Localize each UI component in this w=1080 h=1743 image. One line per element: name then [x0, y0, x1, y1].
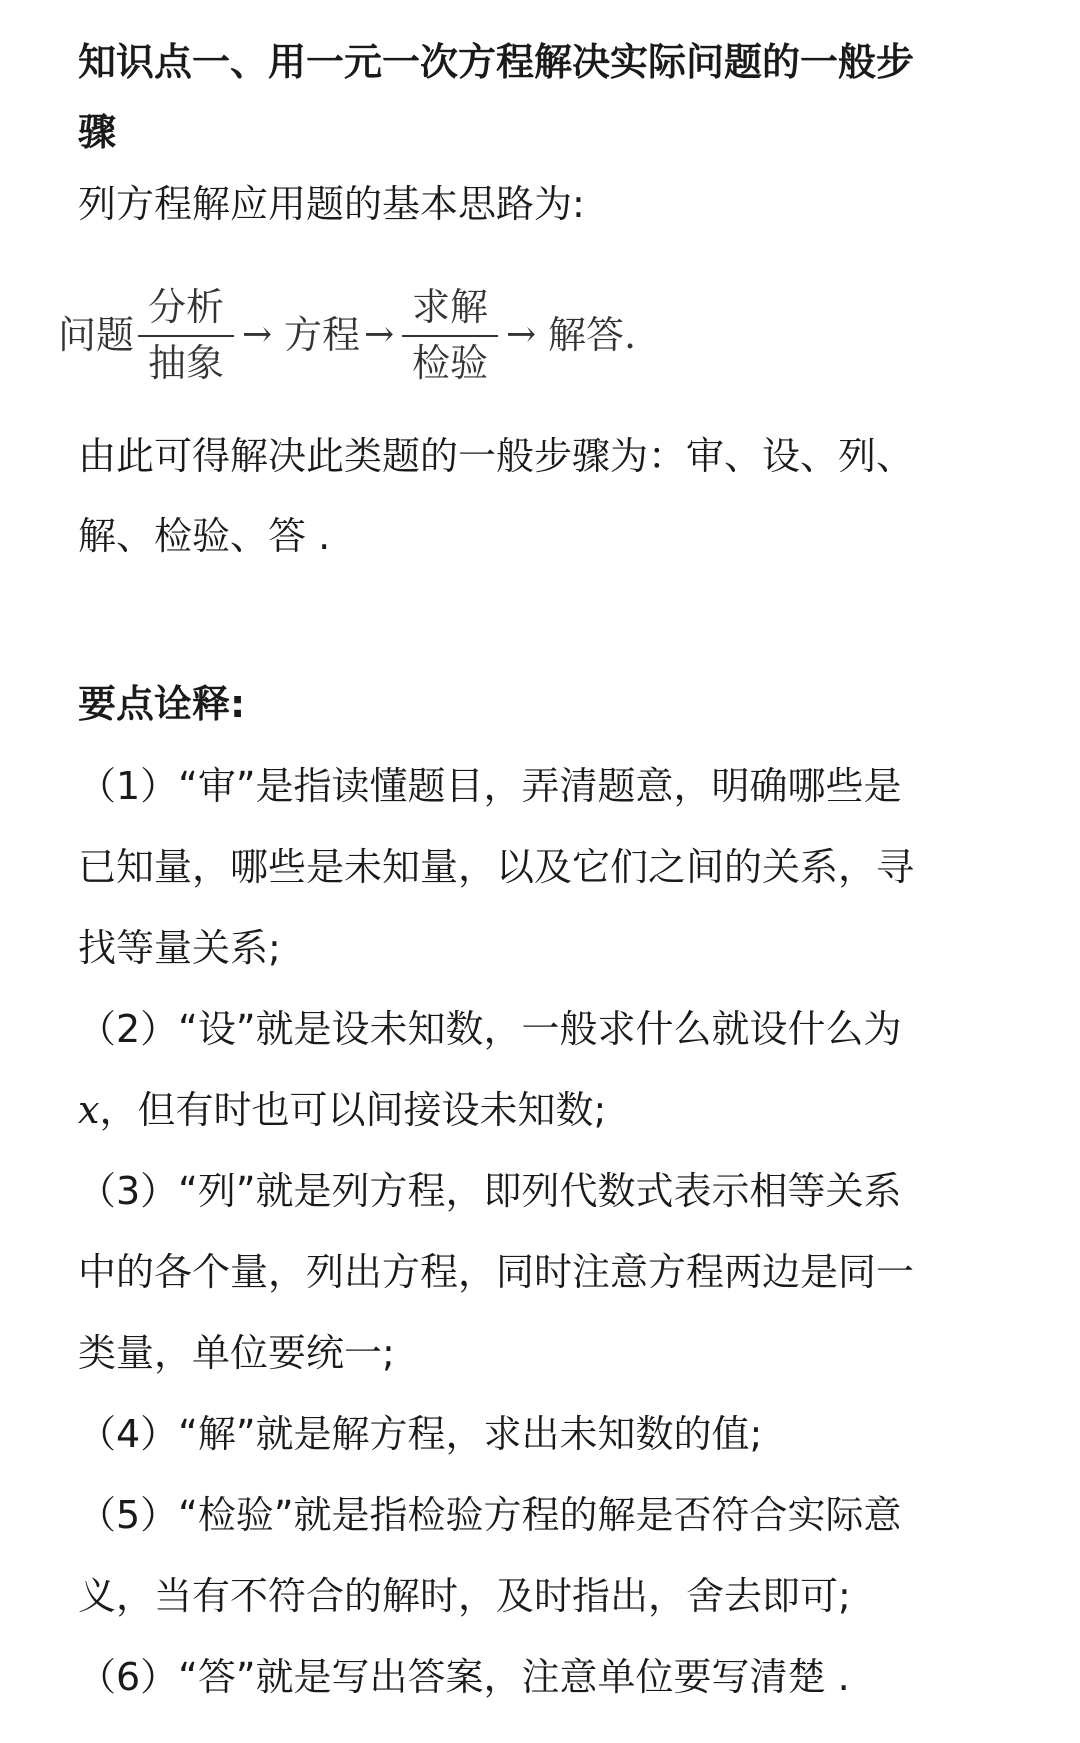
fraction-bar [138, 335, 234, 337]
summary-line-1: 由此可得解决此类题的一般步骤为：审、设、列、 [78, 434, 915, 478]
point-3-line-2: 中的各个量，列出方程，同时注意方程两边是同一 [78, 1250, 915, 1294]
fraction-denominator: 抽象 [147, 341, 224, 385]
point-1-line-3: 找等量关系; [78, 926, 281, 970]
section-heading-line-1: 知识点一、用一元一次方程解决实际问题的一般步 [78, 40, 915, 84]
point-5-line-2: 义，当有不符合的解时，及时指出，舍去即可; [78, 1574, 851, 1618]
key-points-title: 要点诠释: [78, 682, 246, 726]
right-arrow-icon: → [506, 314, 537, 355]
fraction-numerator: 分析 [147, 285, 224, 329]
intro-text: 列方程解应用题的基本思路为: [78, 182, 585, 226]
fraction-numerator: 求解 [411, 285, 488, 329]
point-2-line-2-text: ，但有时也可以间接设未知数; [99, 1088, 607, 1132]
right-arrow-icon: → [242, 314, 273, 355]
summary-line-2: 解、检验、答 . [78, 514, 331, 558]
point-4-line-1: （4）“解”就是解方程，求出未知数的值; [78, 1412, 763, 1456]
point-2-line-1: （2）“设”就是设未知数，一般求什么就设什么为 [78, 1007, 902, 1051]
formula-problem: 问题 [58, 313, 135, 357]
section-heading-line-2: 骤 [78, 110, 117, 154]
formula-answer: 解答. [548, 313, 637, 357]
point-2-line-2 [78, 1086, 606, 1134]
point-1-line-1: （1）“审”是指读懂题目，弄清题意，明确哪些是 [78, 764, 902, 808]
right-arrow-icon: → [364, 314, 395, 355]
variable-x: x [78, 1088, 100, 1132]
formula-equation: 方程 [284, 313, 361, 357]
point-1-line-2: 已知量，哪些是未知量，以及它们之间的关系，寻 [78, 845, 915, 889]
point-6-line-1: （6）“答”就是写出答案，注意单位要写清楚 . [78, 1655, 850, 1699]
point-3-line-3: 类量，单位要统一; [78, 1331, 395, 1375]
point-5-line-1: （5）“检验”就是指检验方程的解是否符合实际意 [78, 1493, 902, 1537]
point-3-line-1: （3）“列”就是列方程，即列代数式表示相等关系 [78, 1169, 902, 1213]
fraction-bar [402, 335, 498, 337]
fraction-denominator: 检验 [411, 341, 488, 385]
thinking-path-formula [58, 285, 758, 395]
